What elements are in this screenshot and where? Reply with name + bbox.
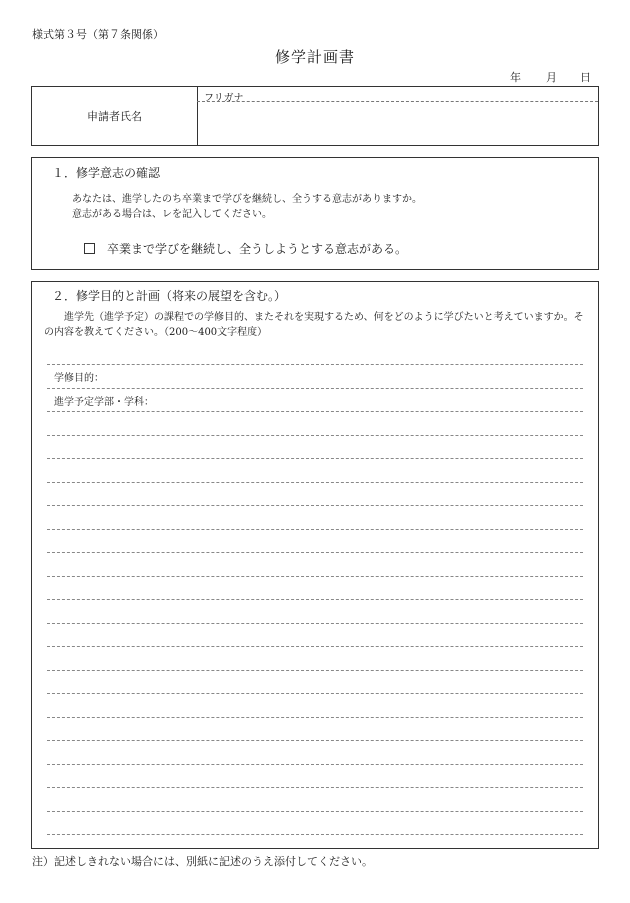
furigana-label: フリガナ — [204, 93, 244, 104]
writing-line — [47, 787, 583, 788]
applicant-name-label: 申請者氏名 — [32, 87, 198, 145]
writing-line — [47, 764, 583, 765]
writing-line — [47, 576, 583, 577]
section-study-purpose-plan — [31, 281, 599, 849]
intent-checkbox-label: 卒業まで学びを継続し、全うしようとする意志がある。 — [107, 242, 408, 256]
intent-checkbox-row[interactable] — [84, 240, 407, 257]
writing-line — [47, 364, 583, 365]
date-month-label: 月 — [546, 71, 557, 84]
writing-line — [47, 435, 583, 436]
section1-question: あなたは、進学したのち卒業まで学びを継続し、全うする意志がありますか。 — [72, 194, 422, 205]
writing-line — [47, 411, 583, 412]
footer-note: 注）記述しきれない場合には、別紙に記述のうえ添付してください。 — [32, 855, 373, 868]
writing-line — [47, 552, 583, 553]
writing-line — [47, 388, 583, 389]
writing-line — [47, 646, 583, 647]
writing-line — [47, 717, 583, 718]
section-intent-confirmation — [31, 157, 599, 270]
intent-checkbox[interactable] — [84, 243, 95, 254]
furigana-field[interactable] — [198, 88, 598, 101]
writing-line — [47, 670, 583, 671]
study-purpose-label: 学修目的： — [54, 373, 104, 384]
writing-line — [47, 740, 583, 741]
date-year-label: 年 — [510, 71, 521, 84]
writing-line — [47, 482, 583, 483]
writing-line — [47, 623, 583, 624]
date-day-label: 日 — [580, 71, 591, 84]
writing-line — [47, 811, 583, 812]
writing-line — [47, 599, 583, 600]
writing-line — [47, 505, 583, 506]
section2-instruction: 進学先（進学予定）の課程での学修目的、またそれを実現するため、何をどのように学びたいと考えていますか。その内容を教えてください。（200〜400文字程度） — [44, 312, 584, 338]
section2-heading: ２．修学目的と計画（将来の展望を含む。） — [52, 289, 287, 303]
furigana-divider — [197, 101, 598, 102]
writing-line — [47, 693, 583, 694]
writing-line — [47, 529, 583, 530]
form-number: 様式第３号（第７条関係） — [32, 28, 164, 41]
writing-line — [47, 834, 583, 835]
section1-instruction: 意志がある場合は、レを記入してください。 — [72, 209, 272, 220]
document-title: 修学計画書 — [274, 48, 355, 66]
planned-department-label: 進学予定学部・学科： — [54, 397, 154, 408]
section1-heading: １．修学意志の確認 — [52, 166, 161, 180]
applicant-name-field[interactable] — [198, 103, 598, 145]
applicant-name-table — [31, 86, 599, 146]
writing-line — [47, 458, 583, 459]
